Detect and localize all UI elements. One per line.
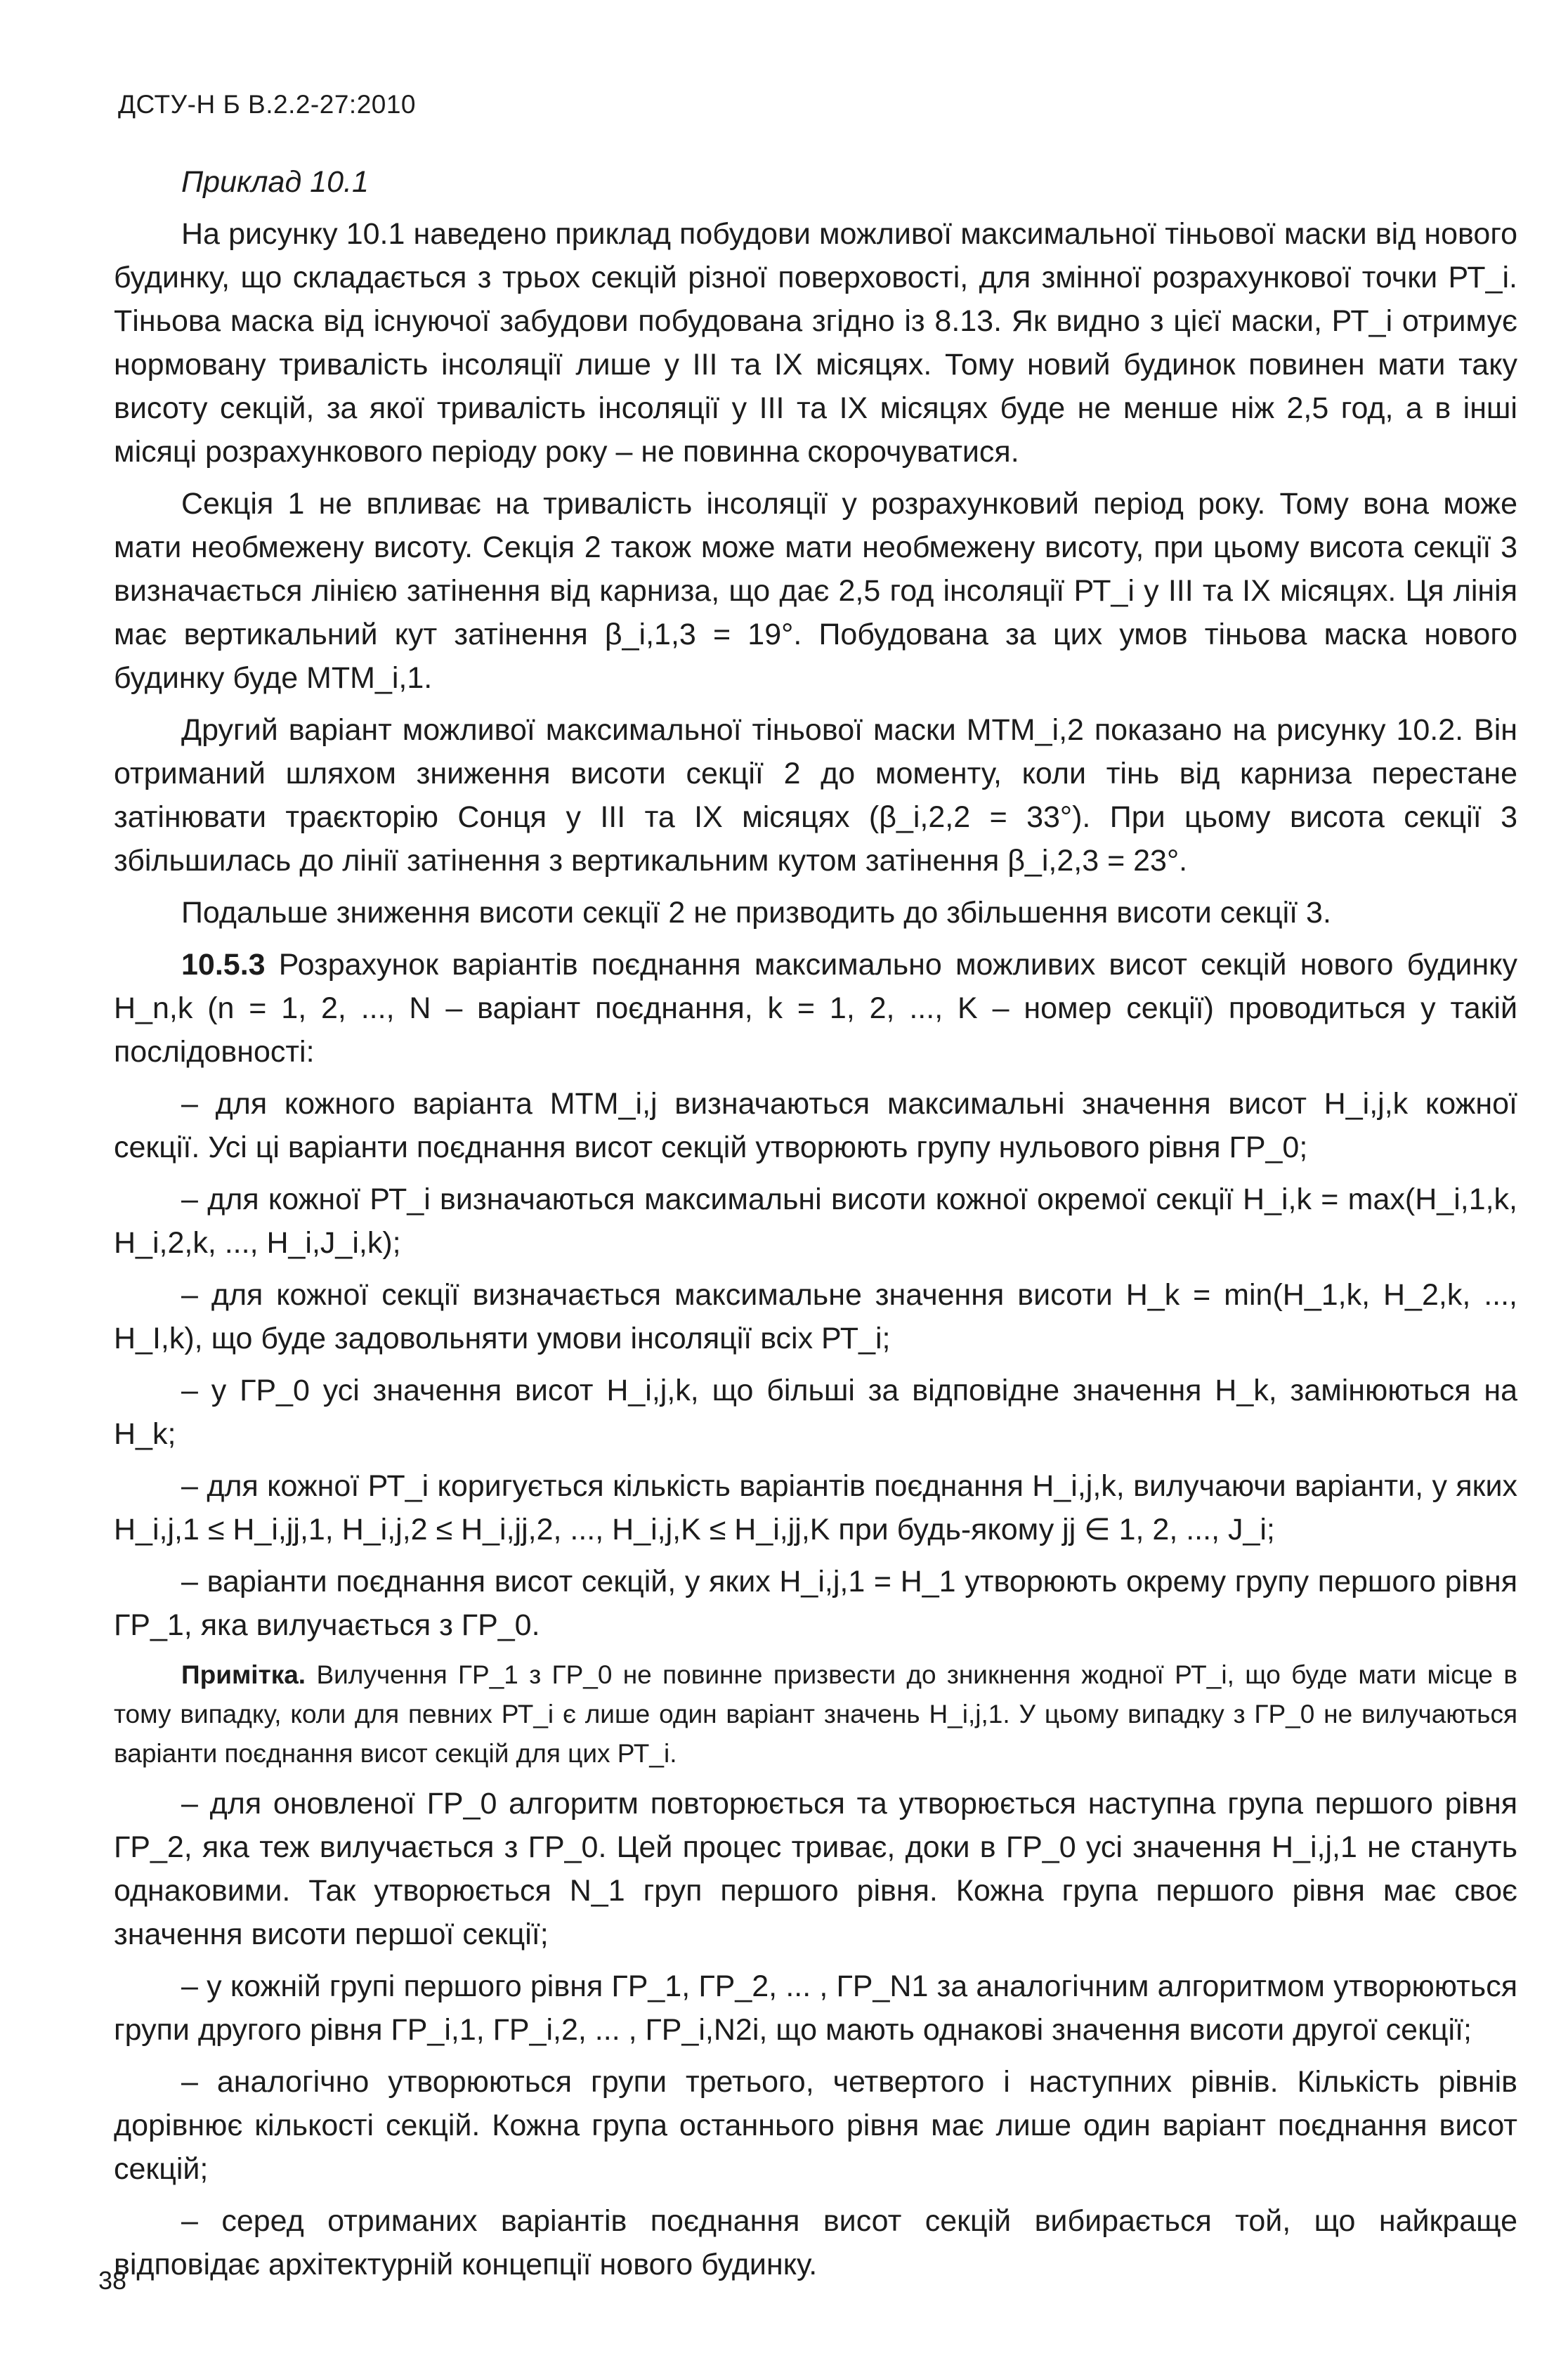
- paragraph-2: Секція 1 не впливає на тривалість інсоляції у розрахунковий період року. Тому вона може мати необмежену висоту. Секція 2 також може мати необмежену висоту, при цьому висота секції 3 визначається лінією затінення від карниза, що дає 2,5 год інсоляції РТ_i у III та IX місяцях. Ця лінія має вертикальний кут затінення β_i,1,3 = 19°. Побудована за цих умов тіньова маска нового будинку буде МТМ_i,1.: [114, 487, 1517, 695]
- paragraph-3: Другий варіант можливої максимальної тіньової маски МТМ_i,2 показано на рисунку 10.2. Він отриманий шляхом зниження висоти секції 2 до моменту, коли тінь від карниза перестане затінювати траєкторію Сонця у III та IX місяцях (β_i,2,2 = 33°). При цьому висота секції 3 збільшилась до лінії затінення з вертикальним кутом затінення β_i,2,3 = 23°.: [114, 713, 1517, 878]
- page-number: 38: [98, 2266, 127, 2295]
- paragraph-5: [114, 943, 1517, 1074]
- bullet-8: – у кожній групі першого рівня ГР_1, ГР_2, ... , ГР_N1 за аналогічним алгоритмом утворюються групи другого рівня ГР_i,1, ГР_i,2, ... , ГР_i,N2i, що мають однакові значення висоти другої секції;: [114, 1969, 1517, 2047]
- note-text: Вилучення ГР_1 з ГР_0 не повинне призвести до зникнення жодної РТ_i, що буде мати місце в тому випадку, коли для певних РТ_i є лише один варіант значень H_i,j,1. У цьому випадку з ГР_0 не вилучаються варіанти поєднання висот секцій для цих РТ_i.: [114, 1660, 1517, 1768]
- paragraph-1: На рисунку 10.1 наведено приклад побудови можливої максимальної тіньової маски від нового будинку, що складається з трьох секцій різної поверховості, для змінної розрахункової точки РТ_i. Тіньова маска від існуючої забудови побудована згідно із 8.13. Як видно з цієї маски, РТ_i отримує нормовану тривалість інсоляції лише у III та IX місяцях. Тому новий будинок повинен мати таку висоту секцій, за якої тривалість інсоляції у III та IX місяцях буде не менше ніж 2,5 год, а в інші місяці розрахункового періоду року – не повинна скорочуватися.: [114, 217, 1517, 469]
- bullet-3: – для кожної секції визначається максимальне значення висоти H_k = min(H_1,k, H_2,k, ..., H_I,k), що буде задовольняти умови інсоляції всіх РТ_i;: [114, 1278, 1517, 1355]
- document-body: [114, 153, 1517, 2295]
- paragraph-5-text: Розрахунок варіантів поєднання максимально можливих висот секцій нового будинку H_n,k (n = 1, 2, ..., N – варіант поєднання, k = 1, 2, ..., K – номер секції) проводиться у такій послідовності:: [114, 948, 1517, 1069]
- section-number: 10.5.3: [181, 948, 266, 982]
- bullet-9: – аналогічно утворюються групи третього, четвертого і наступних рівнів. Кількість рівнів дорівнює кількості секцій. Кожна група останнього рівня має лише один варіант поєднання висот секцій;: [114, 2065, 1517, 2186]
- note-label: Примітка.: [181, 1660, 306, 1689]
- bullet-6: – варіанти поєднання висот секцій, у яких H_i,j,1 = H_1 утворюють окрему групу першого рівня ГР_1, яка вилучається з ГР_0.: [114, 1565, 1517, 1642]
- bullet-4: – у ГР_0 усі значення висот H_i,j,k, що більші за відповідне значення H_k, замінюються на H_k;: [114, 1374, 1517, 1451]
- note: [114, 1655, 1517, 1773]
- bullet-7: – для оновленої ГР_0 алгоритм повторюється та утворюється наступна група першого рівня ГР_2, яка теж вилучається з ГР_0. Цей процес триває, доки в ГР_0 усі значення H_i,j,1 не стануть однаковими. Так утворюється N_1 груп першого рівня. Кожна група першого рівня має своє значення висоти першої секції;: [114, 1787, 1517, 1951]
- bullet-2: – для кожної РТ_i визначаються максимальні висоти кожної окремої секції H_i,k = max(H_i,1,k, H_i,2,k, ..., H_i,J_i,k);: [114, 1183, 1517, 1260]
- example-title: Приклад 10.1: [181, 165, 369, 199]
- bullet-10: – серед отриманих варіантів поєднання висот секцій вибирається той, що найкраще відповідає архітектурній концепції нового будинку.: [114, 2204, 1517, 2281]
- bullet-5: – для кожної РТ_i коригується кількість варіантів поєднання H_i,j,k, вилучаючи варіанти, у яких H_i,j,1 ≤ H_i,jj,1, H_i,j,2 ≤ H_i,jj,2, ..., H_i,j,K ≤ H_i,jj,K при будь-якому jj ∈ 1, 2, ..., J_i;: [114, 1469, 1517, 1546]
- document-header: ДСТУ-Н Б В.2.2-27:2010: [118, 90, 416, 119]
- bullet-1: – для кожного варіанта МТМ_i,j визначаються максимальні значення висот H_i,j,k кожної секції. Усі ці варіанти поєднання висот секцій утворюють групу нульового рівня ГР_0;: [114, 1087, 1517, 1164]
- paragraph-4: Подальше зниження висоти секції 2 не призводить до збільшення висоти секції 3.: [181, 896, 1331, 930]
